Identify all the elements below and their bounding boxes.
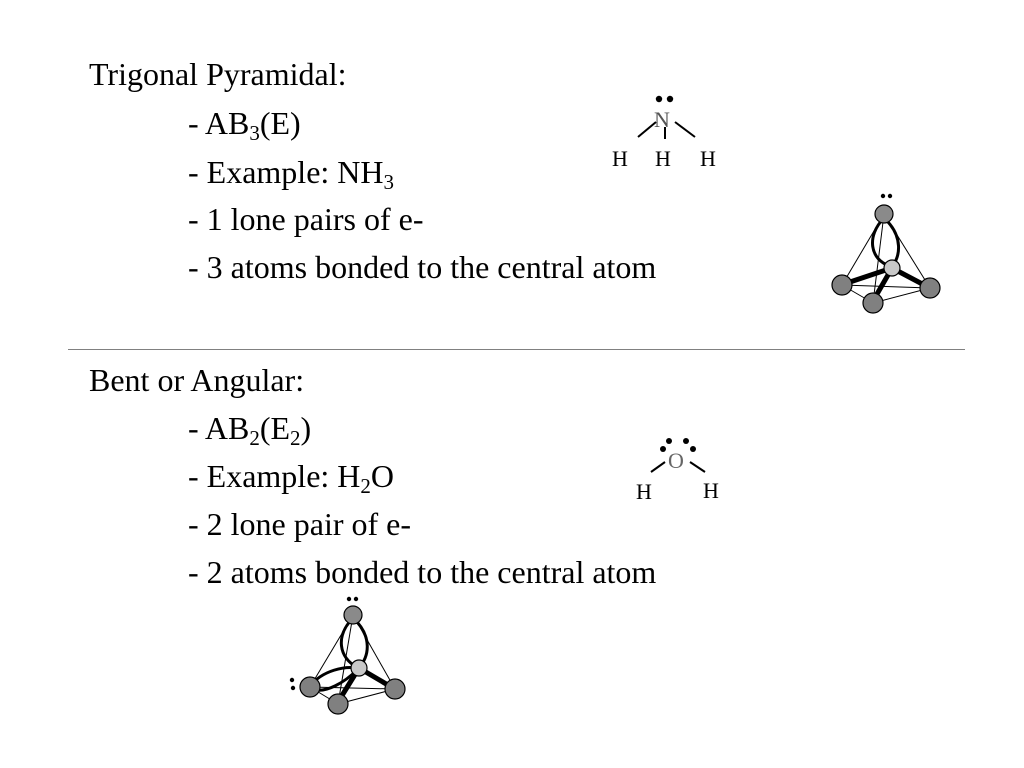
trigonal-example-subscript: 3	[383, 170, 394, 194]
trigonal-lone-pairs-bullet: - 1 lone pairs of e-	[188, 201, 424, 237]
bent-example-suffix: O	[370, 458, 394, 494]
nh3-bond-right	[675, 122, 695, 137]
nitrogen-lone-pair-icon	[656, 96, 673, 102]
bent-example-subscript: 2	[360, 474, 371, 498]
central-atom	[351, 660, 367, 676]
trigonal-formula-prefix: - AB	[188, 105, 250, 141]
section-divider	[68, 349, 965, 350]
apex-lone-pair-icon	[881, 194, 892, 198]
trigonal-formula-subscript: 3	[249, 121, 260, 145]
lone-pair-orbital-icon	[873, 218, 899, 266]
ligand-atom-right	[920, 278, 940, 298]
tetrahedron-frame	[842, 214, 930, 303]
bent-bonded-bullet: - 2 atoms bonded to the central atom	[188, 554, 657, 590]
apex-atom	[344, 606, 362, 624]
bent-formula-bullet	[188, 410, 312, 450]
apex-atom	[875, 205, 893, 223]
ligand-atom-left	[300, 677, 320, 697]
atom-spheres	[832, 205, 940, 313]
trigonal-example-bullet	[188, 154, 394, 194]
bent-angular-heading: Bent or Angular:	[89, 362, 305, 398]
nh3-central-atom-label: N	[654, 107, 670, 132]
bent-example-bullet	[188, 458, 394, 498]
nh3-hydrogen-3-label: H	[700, 146, 716, 171]
h2o-central-atom-label: O	[668, 448, 684, 473]
ligand-atom-right	[385, 679, 405, 699]
trigonal-pyramidal-3d-model	[826, 186, 946, 320]
trigonal-bonded-bullet: - 3 atoms bonded to the central atom	[188, 249, 657, 285]
h2o-bond-left	[651, 462, 665, 472]
bent-lone-pairs-bullet: - 2 lone pair of e-	[188, 506, 412, 542]
h2o-hydrogen-2-label: H	[703, 478, 719, 503]
trigonal-example-prefix: - Example: NH	[188, 154, 384, 190]
bent-formula-suffix: )	[300, 410, 312, 446]
h2o-lewis-structure	[625, 432, 735, 507]
bent-formula-subscript-1: 2	[249, 426, 260, 450]
bent-angular-3d-model	[283, 590, 413, 722]
nh3-hydrogen-2-label: H	[655, 146, 671, 171]
central-atom	[884, 260, 900, 276]
bent-formula-subscript-2: 2	[290, 426, 301, 450]
ligand-atom-front	[863, 293, 883, 313]
bent-formula-mid: (E	[259, 410, 291, 446]
h2o-bond-right	[690, 462, 705, 472]
lone-pair-orbital-icon	[310, 618, 367, 690]
ligand-atom-left	[832, 275, 852, 295]
bent-example-prefix: - Example: H	[188, 458, 361, 494]
trigonal-formula-bullet	[188, 105, 301, 145]
trigonal-formula-suffix: (E)	[259, 105, 301, 141]
nh3-lewis-structure	[600, 88, 740, 178]
bent-formula-prefix: - AB	[188, 410, 250, 446]
side-lone-pair-icon	[290, 678, 295, 690]
oxygen-lone-pair-top-icon	[666, 438, 689, 444]
atom-spheres	[300, 606, 405, 714]
h2o-hydrogen-1-label: H	[636, 479, 652, 504]
trigonal-pyramidal-heading: Trigonal Pyramidal:	[89, 56, 347, 92]
nh3-hydrogen-1-label: H	[612, 146, 628, 171]
apex-lone-pair-icon	[347, 597, 358, 601]
ligand-atom-front	[328, 694, 348, 714]
